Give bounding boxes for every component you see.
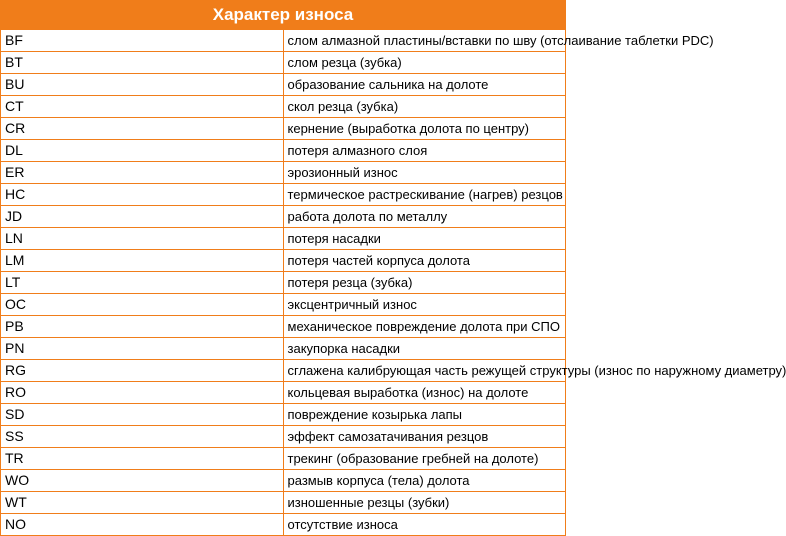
wear-code-cell: BU [1,74,284,96]
wear-description-cell: слом резца (зубка) [283,52,566,74]
wear-description-cell: размыв корпуса (тела) долота [283,470,566,492]
wear-code-cell: LT [1,272,284,294]
wear-description-cell: образование сальника на долоте [283,74,566,96]
wear-description-cell: кернение (выработка долота по центру) [283,118,566,140]
table-row [1,162,566,184]
table-header-row [1,1,566,30]
table-row [1,140,566,162]
wear-code-cell: LM [1,250,284,272]
wear-description-cell: потеря насадки [283,228,566,250]
table-title: Характер износа [1,1,566,30]
wear-description-cell: работа долота по металлу [283,206,566,228]
wear-code-cell: WO [1,470,284,492]
table-row [1,184,566,206]
table-row [1,338,566,360]
wear-code-cell: SD [1,404,284,426]
wear-description-cell: закупорка насадки [283,338,566,360]
wear-description-cell: изношенные резцы (зубки) [283,492,566,514]
table-row [1,272,566,294]
table-row [1,316,566,338]
wear-code-cell: RO [1,382,284,404]
table-row [1,514,566,536]
wear-code-cell: PN [1,338,284,360]
wear-code-cell: HC [1,184,284,206]
wear-description-cell: слом алмазной пластины/вставки по шву (отслаивание таблетки PDC) [283,30,566,52]
wear-code-cell: NO [1,514,284,536]
wear-code-cell: LN [1,228,284,250]
wear-description-cell: трекинг (образование гребней на долоте) [283,448,566,470]
wear-description-cell: скол резца (зубка) [283,96,566,118]
table-row [1,492,566,514]
wear-code-cell: SS [1,426,284,448]
wear-code-cell: WT [1,492,284,514]
wear-code-cell: JD [1,206,284,228]
wear-description-cell: сглажена калибрующая часть режущей структуры (износ по наружному диаметру) [283,360,566,382]
wear-code-cell: TR [1,448,284,470]
wear-description-cell: механическое повреждение долота при СПО [283,316,566,338]
wear-description-cell: отсутствие износа [283,514,566,536]
table-row [1,228,566,250]
wear-description-cell: потеря частей корпуса долота [283,250,566,272]
wear-description-cell: потеря алмазного слоя [283,140,566,162]
table-row [1,206,566,228]
wear-code-cell: CT [1,96,284,118]
table-row [1,360,566,382]
table-row [1,96,566,118]
wear-description-cell: термическое растрескивание (нагрев) резцов [283,184,566,206]
table-row [1,426,566,448]
wear-code-cell: DL [1,140,284,162]
table-row [1,74,566,96]
wear-description-cell: эксцентричный износ [283,294,566,316]
table-row [1,294,566,316]
wear-code-cell: CR [1,118,284,140]
wear-description-cell: кольцевая выработка (износ) на долоте [283,382,566,404]
wear-code-cell: OC [1,294,284,316]
wear-description-cell: эффект самозатачивания резцов [283,426,566,448]
table-row [1,404,566,426]
table-row [1,470,566,492]
wear-description-cell: потеря резца (зубка) [283,272,566,294]
wear-code-cell: ER [1,162,284,184]
table-row [1,52,566,74]
wear-code-cell: PB [1,316,284,338]
table-row [1,30,566,52]
wear-code-cell: BF [1,30,284,52]
table-row [1,250,566,272]
table-body [1,30,786,536]
wear-code-cell: BT [1,52,284,74]
table-row [1,118,566,140]
wear-description-cell: повреждение козырька лапы [283,404,566,426]
table-row [1,382,566,404]
table-row [1,448,566,470]
wear-description-cell: эрозионный износ [283,162,566,184]
wear-code-cell: RG [1,360,284,382]
